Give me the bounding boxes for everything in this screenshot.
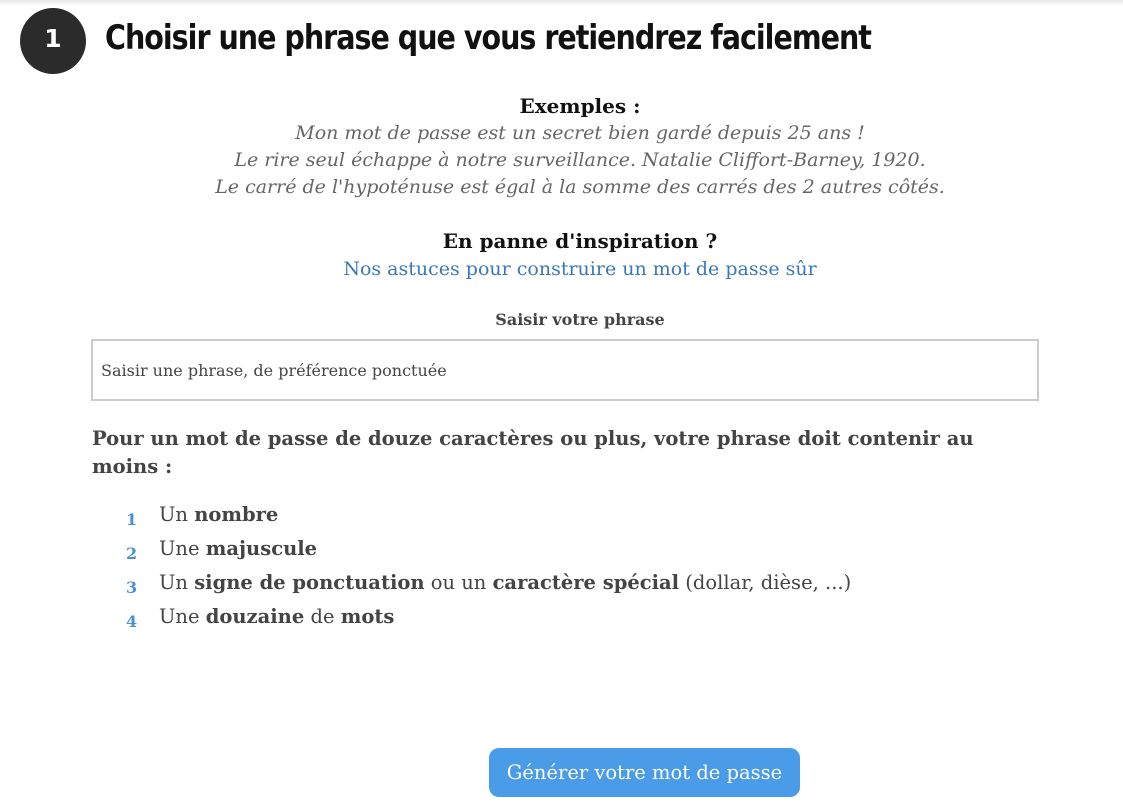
password-tips-link[interactable]: Nos astuces pour construire un mot de passe sûr — [343, 258, 817, 280]
requirement-text: Un nombre — [159, 503, 279, 526]
requirement-text: Une douzaine de mots — [159, 605, 395, 628]
examples-heading: Exemples : — [519, 94, 641, 118]
example-line-3: Le carré de l'hypoténuse est égal à la somme des carrés des 2 autres côtés. — [215, 176, 945, 198]
requirement-text: Une majuscule — [159, 537, 318, 560]
requirement-number — [126, 500, 851, 534]
phrase-input[interactable] — [91, 339, 1039, 401]
requirement-index: 4 — [126, 612, 138, 631]
inspiration-heading: En panne d'inspiration ? — [442, 229, 718, 253]
phrase-field-label: Saisir votre phrase — [495, 310, 665, 329]
requirement-index: 1 — [126, 510, 138, 529]
requirement-text: Un signe de ponctuation ou un caractère spécial (dollar, dièse, ...) — [159, 571, 852, 594]
inspiration-section — [0, 228, 1123, 284]
examples-section — [0, 92, 1123, 201]
requirement-index: 2 — [126, 544, 138, 563]
generate-password-button[interactable]: Générer votre mot de passe — [489, 748, 800, 797]
requirements-intro: Pour un mot de passe de douze caractères ou plus, votre phrase doit contenir au moins : — [92, 427, 974, 478]
requirements-list — [126, 500, 851, 636]
example-line-2: Le rire seul échappe à notre surveillance. Natalie Cliffort-Barney, 1920. — [234, 149, 926, 171]
page-title: Choisir une phrase que vous retiendrez facilement — [105, 18, 871, 58]
example-line-1: Mon mot de passe est un secret bien gardé depuis 25 ans ! — [295, 122, 865, 144]
requirement-index: 3 — [126, 578, 138, 597]
requirement-word-count — [126, 602, 851, 636]
step-number-badge: 1 — [20, 8, 86, 74]
top-shadow — [0, 0, 1123, 6]
requirement-uppercase — [126, 534, 851, 568]
requirement-punctuation — [126, 568, 851, 602]
